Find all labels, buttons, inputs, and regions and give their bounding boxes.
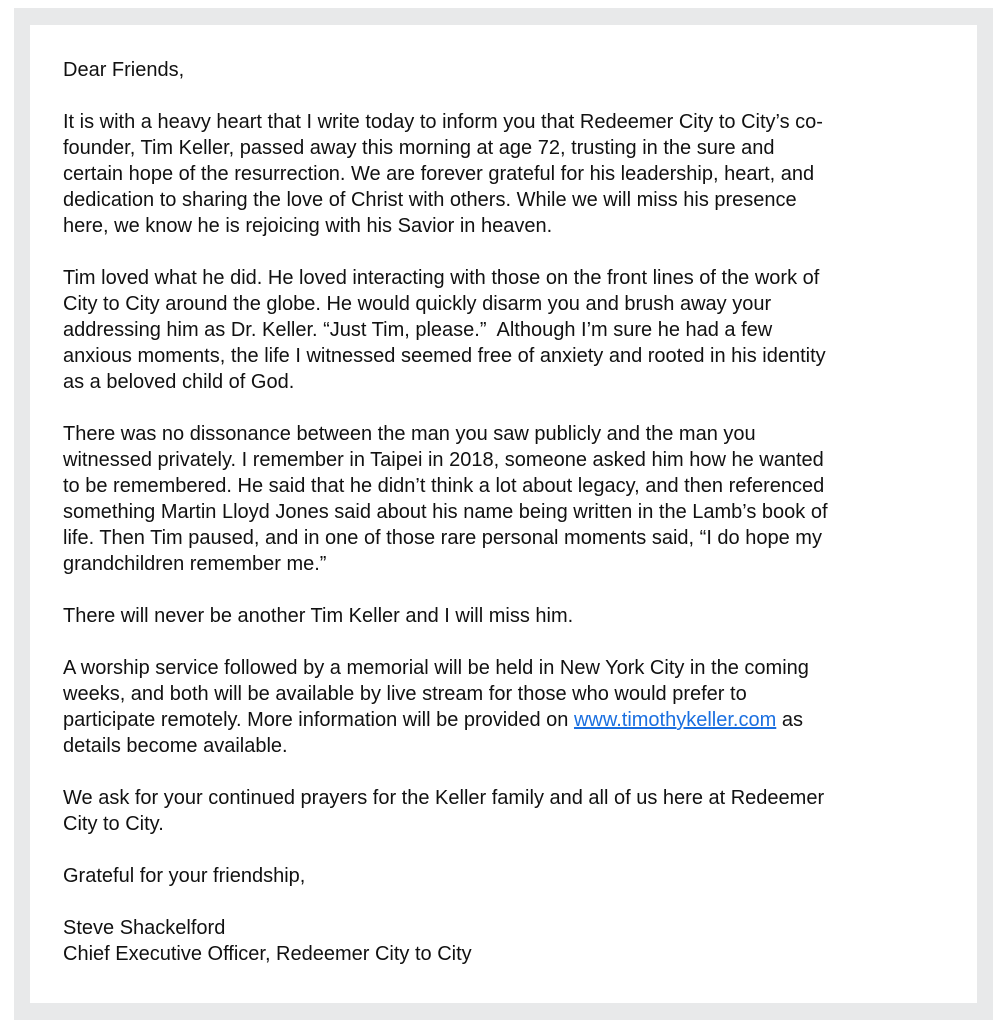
text-line: City to City around the globe. He would quickly disarm you and brush away your <box>63 293 772 315</box>
paragraph-3 <box>63 421 828 577</box>
letter-body <box>63 57 828 993</box>
text-line: There was no dissonance between the man you saw publicly and the man you <box>63 423 756 445</box>
text-line: details become available. <box>63 735 288 757</box>
text-line: anxious moments, the life I witnessed seemed free of anxiety and rooted in his identity <box>63 345 826 367</box>
text-line: life. Then Tim paused, and in one of those rare personal moments said, “I do hope my <box>63 527 822 549</box>
signature-title: Chief Executive Officer, Redeemer City to City <box>63 943 472 965</box>
signature <box>63 915 828 967</box>
text-line: dedication to sharing the love of Christ with others. While we will miss his presence <box>63 189 797 211</box>
greeting: Dear Friends, <box>63 59 185 81</box>
paragraph-6 <box>63 785 828 837</box>
text-line: as a beloved child of God. <box>63 371 295 393</box>
text-line: A worship service followed by a memorial will be held in New York City in the coming <box>63 657 809 679</box>
text-line: founder, Tim Keller, passed away this morning at age 72, trusting in the sure and <box>63 137 775 159</box>
closing: Grateful for your friendship, <box>63 865 306 887</box>
paragraph-2 <box>63 265 828 395</box>
text-line: here, we know he is rejoicing with his Savior in heaven. <box>63 215 553 237</box>
text-line: Tim loved what he did. He loved interacting with those on the front lines of the work of <box>63 267 820 289</box>
text-line: witnessed privately. I remember in Taipei in 2018, someone asked him how he wanted <box>63 449 824 471</box>
text-line: It is with a heavy heart that I write today to inform you that Redeemer City to City’s co- <box>63 111 823 133</box>
text-line: to be remembered. He said that he didn’t think a lot about legacy, and then referenced <box>63 475 825 497</box>
paragraph-1 <box>63 109 828 239</box>
text-line: weeks, and both will be available by live stream for those who would prefer to <box>63 683 747 705</box>
paragraph-4: There will never be another Tim Keller and I will miss him. <box>63 605 574 627</box>
paragraph-5 <box>63 655 828 759</box>
text-segment: as <box>776 709 803 731</box>
text-line: addressing him as Dr. Keller. “Just Tim, please.” Although I’m sure he had a few <box>63 319 773 341</box>
text-segment: participate remotely. More information will be provided on <box>63 709 574 731</box>
text-line: something Martin Lloyd Jones said about his name being written in the Lamb’s book of <box>63 501 828 523</box>
text-line: grandchildren remember me.” <box>63 553 327 575</box>
text-line: certain hope of the resurrection. We are forever grateful for his leadership, heart, and <box>63 163 815 185</box>
page-frame <box>14 8 993 1020</box>
text-line: City to City. <box>63 813 164 835</box>
signature-name: Steve Shackelford <box>63 917 226 939</box>
text-line <box>63 707 828 733</box>
letter-sheet <box>30 25 977 1003</box>
text-line: We ask for your continued prayers for the Keller family and all of us here at Redeemer <box>63 787 825 809</box>
website-link[interactable]: www.timothykeller.com <box>573 709 777 731</box>
